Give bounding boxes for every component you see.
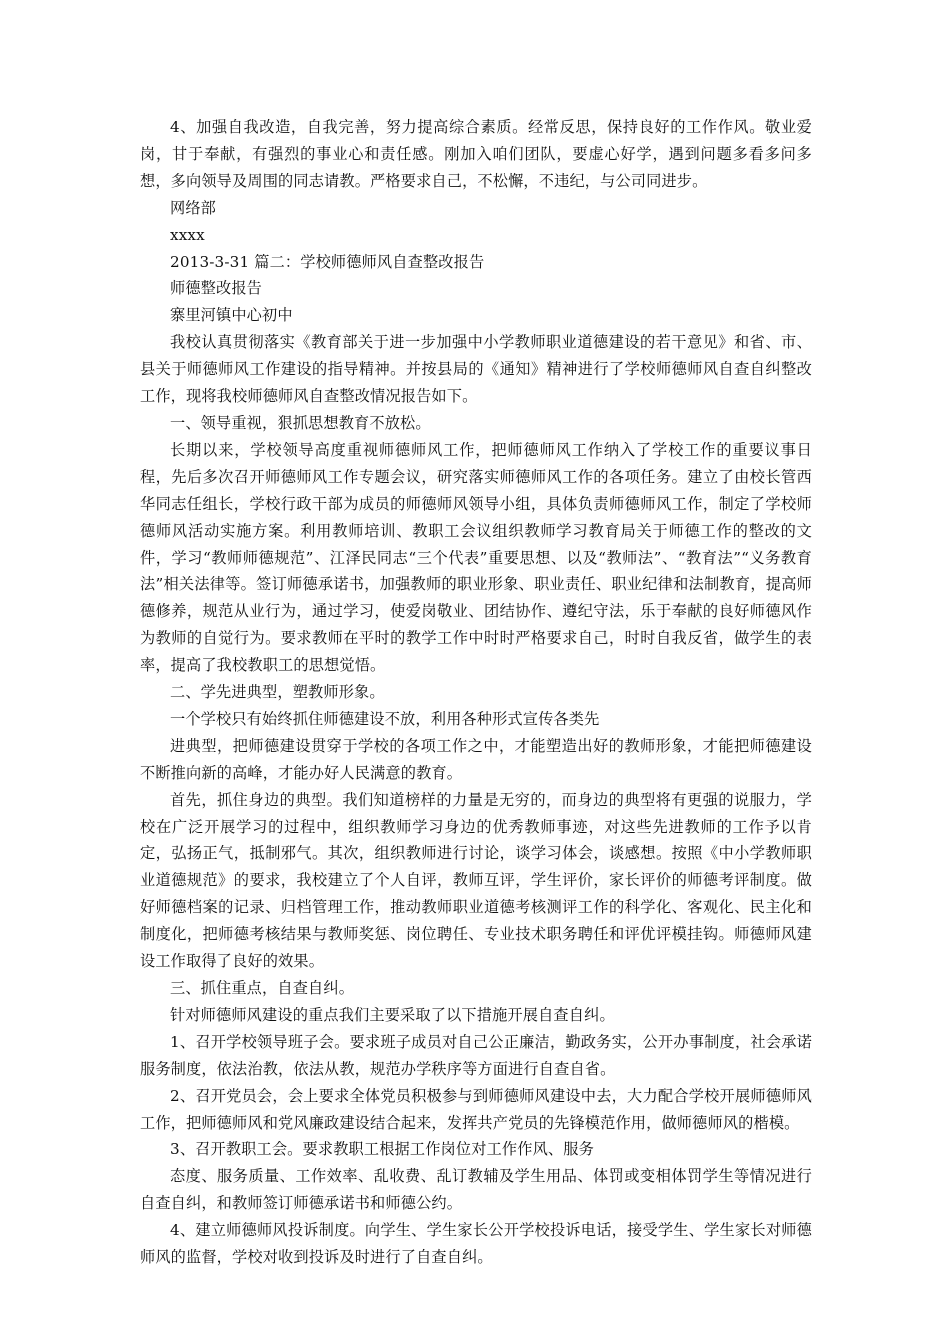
paragraph-measure-1: 1、召开学校领导班子会。要求班子成员对自己公正廉洁，勤政务实，公开办事制度，社会承诺服务制度，依法治教，依法从教，规范办学秩序等方面进行自查自省。 (140, 1032, 812, 1078)
paragraph-section-2-detail: 首先，抓住身边的典型。我们知道榜样的力量是无穷的，而身边的典型将有更强的说服力，学校在广泛开展学习的过程中，组织教师学习身边的优秀教师事迹，对这些先进教师的工作予以肯定，弘扬正气，抵制邪气。其次，组织教师进行讨论，谈学习体会，谈感想。按照《中小学教师职业道德规范》的要求，我校建立了个人自评，教师互评，学生评价，家长评价的师德考评制度。做好师德档案的记录、归档管理工作，推动教师职业道德考核测评工作的科学化、客观化、民主化和制度化，把师德考核结果与教师奖惩、岗位聘任、专业技术职务聘任和评优评模挂钩。师德师风建设工作取得了良好的效果。 (140, 790, 812, 971)
paragraph-date-title: 2013-3-31 篇二：学校师德师风自查整改报告 (170, 252, 485, 271)
document-body (140, 114, 812, 1271)
paragraph-section-3-lead: 针对师德师风建设的重点我们主要采取了以下措施开展自查自纠。 (170, 1005, 615, 1024)
paragraph-self-improvement: 4、加强自我改造，自我完善，努力提高综合素质。经常反思，保持良好的工作作风。敬业爱岗，甘于奉献，有强烈的事业心和责任感。刚加入咱们团队，要虚心好学，遇到问题多看多问多想，多向领导及周围的同志请教。严格要求自己，不松懈，不违纪，与公司同进步。 (140, 118, 812, 190)
paragraph-intro: 我校认真贯彻落实《教育部关于进一步加强中小学教师职业道德建设的若干意见》和省、市、县关于师德师风工作建设的指导精神。并按县局的《通知》精神进行了学校师德师风自查自纠整改工作，现将我校师德师风自查整改情况报告如下。 (140, 333, 812, 406)
paragraph-section-2-cont: 进典型，把师德建设贯穿于学校的各项工作之中，才能塑造出好的教师形象，才能把师德建设不断推向新的高峰，才能办好人民满意的教育。 (140, 736, 812, 782)
paragraph-measure-3-lead: 3、召开教职工会。要求教职工根据工作岗位对工作作风、服务 (170, 1140, 594, 1159)
heading-section-2: 二、学先进典型，塑教师形象。 (170, 683, 385, 702)
paragraph-signature: xxxx (170, 225, 205, 244)
heading-section-1: 一、领导重视，狠抓思想教育不放松。 (170, 413, 431, 432)
paragraph-department: 网络部 (170, 198, 217, 217)
paragraph-measure-4: 4、建立师德师风投诉制度。向学生、学生家长公开学校投诉电话，接受学生、学生家长对师德师风的监督，学校对收到投诉及时进行了自查自纠。 (140, 1221, 812, 1267)
heading-section-3: 三、抓住重点，自查自纠。 (170, 979, 355, 997)
paragraph-report-title: 师德整改报告 (170, 279, 263, 298)
paragraph-school-name: 寨里河镇中心初中 (170, 306, 293, 325)
paragraph-section-2-lead: 一个学校只有始终抓住师德建设不放，利用各种形式宣传各类先 (170, 709, 600, 728)
paragraph-measure-3-cont: 态度、服务质量、工作效率、乱收费、乱订教辅及学生用品、体罚或变相体罚学生等情况进行自查自纠，和教师签订师德承诺书和师德公约。 (140, 1167, 812, 1213)
paragraph-section-1: 长期以来，学校领导高度重视师德师风工作，把师德师风工作纳入了学校工作的重要议事日程，先后多次召开师德师风工作专题会议，研究落实师德师风工作的各项任务。建立了由校长管西华同志任组长，学校行政干部为成员的师德师风领导小组，具体负责师德师风工作，制定了学校师德师风活动实施方案。利用教师培训、教职工会议组织教师学习教育局关于师德工作的整改的文件，学习“教师师德规范”、江泽民同志“三个代表”重要思想、以及“教师法”、“教育法”“义务教育法”相关法律等。签订师德承诺书，加强教师的职业形象、职业责任、职业纪律和法制教育，提高师德修养，规范从业行为，通过学习，使爱岗敬业、团结协作、遵纪守法，乐于奉献的良好师德风作为教师的自觉行为。要求教师在平时的教学工作中时时严格要求自己，时时自我反省，做学生的表率，提高了我校教职工的思想觉悟。 (140, 440, 812, 675)
paragraph-measure-2: 2、召开党员会，会上要求全体党员积极参与到师德师风建设中去，大力配合学校开展师德师风工作，把师德师风和党风廉政建设结合起来，发挥共产党员的先锋模范作用，做师德师风的楷模。 (140, 1086, 812, 1132)
